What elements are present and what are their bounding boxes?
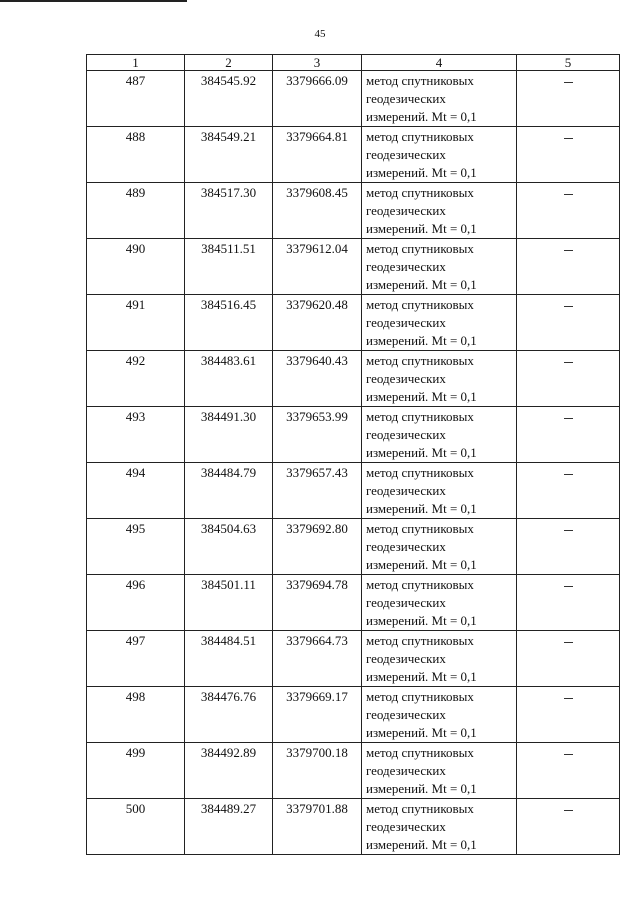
y-coordinate-cell: 3379669.17 (273, 687, 362, 743)
note-cell (517, 799, 620, 855)
method-line: измерений. Mt = 0,1 (366, 837, 477, 852)
point-number-cell: 492 (87, 351, 185, 407)
method-line: метод спутниковых (366, 577, 474, 592)
point-number-cell: 497 (87, 631, 185, 687)
method-line: измерений. Mt = 0,1 (366, 389, 477, 404)
y-coordinate-cell: 3379694.78 (273, 575, 362, 631)
method-line: геодезических (366, 315, 446, 330)
table-row (87, 127, 620, 183)
note-cell (517, 127, 620, 183)
x-coordinate-cell: 384517.30 (185, 183, 273, 239)
header-row (87, 55, 620, 71)
note-cell (517, 631, 620, 687)
method-line: метод спутниковых (366, 465, 474, 480)
table-row (87, 519, 620, 575)
method-line: метод спутниковых (366, 73, 474, 88)
x-coordinate-cell: 384549.21 (185, 127, 273, 183)
x-coordinate-cell: 384476.76 (185, 687, 273, 743)
y-coordinate-cell: 3379620.48 (273, 295, 362, 351)
method-line: геодезических (366, 259, 446, 274)
table-row (87, 687, 620, 743)
y-coordinate-cell: 3379692.80 (273, 519, 362, 575)
method-cell (362, 239, 517, 295)
page-number: 45 (314, 28, 326, 40)
method-cell (362, 743, 517, 799)
header-col-3: 3 (273, 55, 362, 71)
x-coordinate-cell: 384484.79 (185, 463, 273, 519)
x-coordinate-cell: 384483.61 (185, 351, 273, 407)
method-line: измерений. Mt = 0,1 (366, 221, 477, 236)
note-cell (517, 351, 620, 407)
dash-mark (564, 250, 573, 251)
method-line: измерений. Mt = 0,1 (366, 165, 477, 180)
table-row (87, 239, 620, 295)
method-line: метод спутниковых (366, 185, 474, 200)
note-cell (517, 743, 620, 799)
method-line: метод спутниковых (366, 633, 474, 648)
dash-mark (564, 642, 573, 643)
dash-mark (564, 138, 573, 139)
coordinates-table (86, 54, 620, 855)
table-row (87, 743, 620, 799)
method-line: геодезических (366, 91, 446, 106)
method-line: метод спутниковых (366, 745, 474, 760)
method-line: метод спутниковых (366, 353, 474, 368)
dash-mark (564, 474, 573, 475)
method-cell (362, 631, 517, 687)
table-row (87, 295, 620, 351)
x-coordinate-cell: 384484.51 (185, 631, 273, 687)
dash-mark (564, 754, 573, 755)
point-number-cell: 490 (87, 239, 185, 295)
x-coordinate-cell: 384501.11 (185, 575, 273, 631)
x-coordinate-cell: 384504.63 (185, 519, 273, 575)
method-line: метод спутниковых (366, 521, 474, 536)
method-line: геодезических (366, 539, 446, 554)
point-number-cell: 495 (87, 519, 185, 575)
y-coordinate-cell: 3379608.45 (273, 183, 362, 239)
table-row (87, 631, 620, 687)
dash-mark (564, 586, 573, 587)
header-col-5: 5 (517, 55, 620, 71)
point-number-cell: 487 (87, 71, 185, 127)
x-coordinate-cell: 384491.30 (185, 407, 273, 463)
method-line: геодезических (366, 427, 446, 442)
note-cell (517, 463, 620, 519)
method-cell (362, 407, 517, 463)
dash-mark (564, 82, 573, 83)
method-line: измерений. Mt = 0,1 (366, 109, 477, 124)
method-line: геодезических (366, 651, 446, 666)
y-coordinate-cell: 3379653.99 (273, 407, 362, 463)
dash-mark (564, 530, 573, 531)
method-line: метод спутниковых (366, 689, 474, 704)
method-line: метод спутниковых (366, 801, 474, 816)
note-cell (517, 407, 620, 463)
table-row (87, 407, 620, 463)
point-number-cell: 496 (87, 575, 185, 631)
dash-mark (564, 810, 573, 811)
point-number-cell: 488 (87, 127, 185, 183)
table-row (87, 463, 620, 519)
table-row (87, 351, 620, 407)
point-number-cell: 493 (87, 407, 185, 463)
method-line: измерений. Mt = 0,1 (366, 781, 477, 796)
note-cell (517, 239, 620, 295)
method-cell (362, 127, 517, 183)
dash-mark (564, 698, 573, 699)
point-number-cell: 491 (87, 295, 185, 351)
note-cell (517, 183, 620, 239)
method-line: геодезических (366, 371, 446, 386)
method-line: метод спутниковых (366, 241, 474, 256)
point-number-cell: 494 (87, 463, 185, 519)
table-row (87, 575, 620, 631)
point-number-cell: 500 (87, 799, 185, 855)
header-col-2: 2 (185, 55, 273, 71)
note-cell (517, 575, 620, 631)
y-coordinate-cell: 3379700.18 (273, 743, 362, 799)
note-cell (517, 295, 620, 351)
dash-mark (564, 194, 573, 195)
table-row (87, 71, 620, 127)
method-line: измерений. Mt = 0,1 (366, 669, 477, 684)
method-cell (362, 799, 517, 855)
method-line: измерений. Mt = 0,1 (366, 277, 477, 292)
method-line: геодезических (366, 707, 446, 722)
method-line: измерений. Mt = 0,1 (366, 501, 477, 516)
method-cell (362, 351, 517, 407)
method-line: геодезических (366, 595, 446, 610)
y-coordinate-cell: 3379664.73 (273, 631, 362, 687)
x-coordinate-cell: 384516.45 (185, 295, 273, 351)
header-col-1: 1 (87, 55, 185, 71)
table-body (87, 71, 620, 855)
y-coordinate-cell: 3379657.43 (273, 463, 362, 519)
method-cell (362, 519, 517, 575)
method-cell (362, 71, 517, 127)
method-line: измерений. Mt = 0,1 (366, 557, 477, 572)
point-number-cell: 498 (87, 687, 185, 743)
method-line: метод спутниковых (366, 129, 474, 144)
table-row (87, 799, 620, 855)
header-col-4: 4 (362, 55, 517, 71)
method-line: геодезических (366, 147, 446, 162)
point-number-cell: 489 (87, 183, 185, 239)
x-coordinate-cell: 384511.51 (185, 239, 273, 295)
dash-mark (564, 306, 573, 307)
method-line: геодезических (366, 203, 446, 218)
method-line: геодезических (366, 763, 446, 778)
dash-mark (564, 418, 573, 419)
table-row (87, 183, 620, 239)
y-coordinate-cell: 3379640.43 (273, 351, 362, 407)
note-cell (517, 687, 620, 743)
point-number-cell: 499 (87, 743, 185, 799)
y-coordinate-cell: 3379612.04 (273, 239, 362, 295)
note-cell (517, 519, 620, 575)
method-line: измерений. Mt = 0,1 (366, 725, 477, 740)
method-cell (362, 575, 517, 631)
method-line: метод спутниковых (366, 409, 474, 424)
y-coordinate-cell: 3379664.81 (273, 127, 362, 183)
method-line: метод спутниковых (366, 297, 474, 312)
method-line: измерений. Mt = 0,1 (366, 613, 477, 628)
y-coordinate-cell: 3379701.88 (273, 799, 362, 855)
method-line: геодезических (366, 483, 446, 498)
top-rule (0, 0, 187, 2)
method-line: геодезических (366, 819, 446, 834)
method-cell (362, 295, 517, 351)
method-cell (362, 687, 517, 743)
method-cell (362, 463, 517, 519)
dash-mark (564, 362, 573, 363)
x-coordinate-cell: 384489.27 (185, 799, 273, 855)
x-coordinate-cell: 384492.89 (185, 743, 273, 799)
x-coordinate-cell: 384545.92 (185, 71, 273, 127)
y-coordinate-cell: 3379666.09 (273, 71, 362, 127)
method-line: измерений. Mt = 0,1 (366, 333, 477, 348)
note-cell (517, 71, 620, 127)
method-line: измерений. Mt = 0,1 (366, 445, 477, 460)
method-cell (362, 183, 517, 239)
